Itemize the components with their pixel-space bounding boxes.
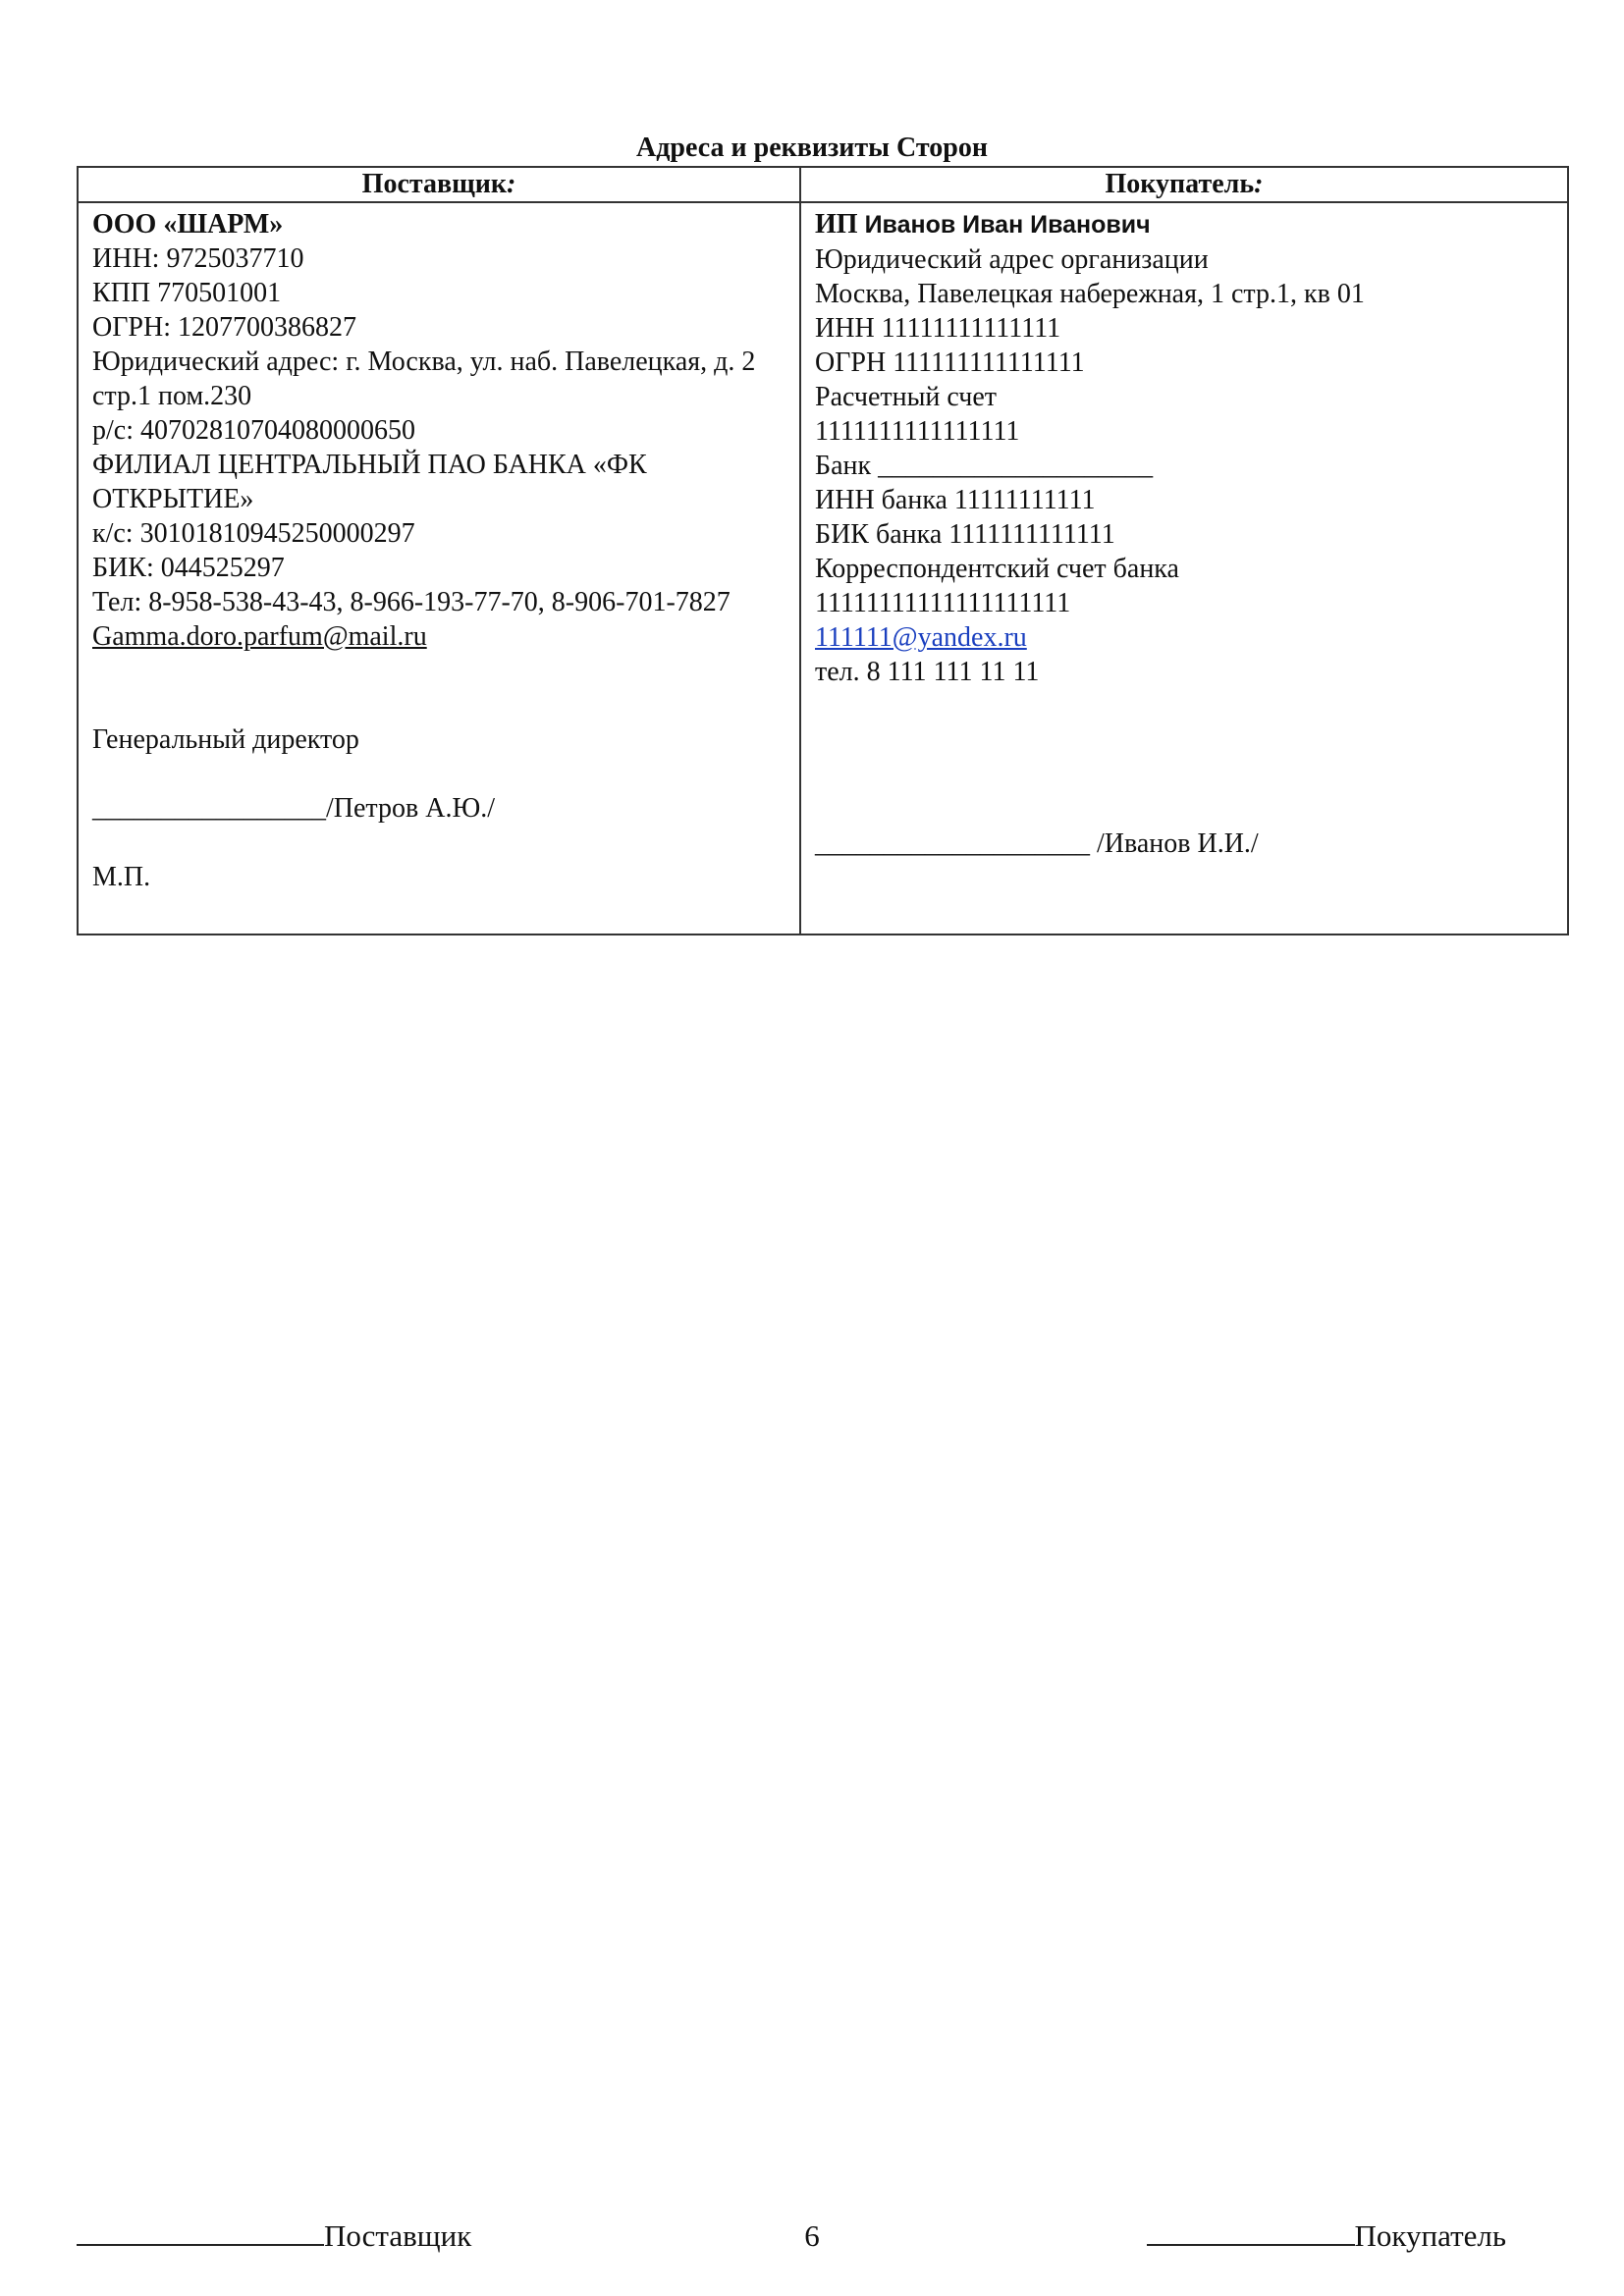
supplier-address: Юридический адрес: г. Москва, ул. наб. Павелецкая, д. 2 стр.1 пом.230	[92, 347, 756, 411]
supplier-header	[78, 167, 800, 202]
supplier-bik: БИК: 044525297	[92, 553, 285, 583]
buyer-header-colon: :	[1254, 169, 1264, 199]
buyer-ogrn: ОГРН 111111111111111	[815, 347, 1085, 378]
supplier-ogrn: ОГРН: 1207700386827	[92, 312, 356, 343]
supplier-kpp: КПП 770501001	[92, 278, 282, 308]
supplier-position: Генеральный директор	[92, 724, 359, 755]
buyer-inn: ИНН 11111111111111	[815, 313, 1061, 344]
buyer-corr-account: 11111111111111111111	[815, 588, 1071, 618]
supplier-signature-line: _________________/Петров А.Ю./	[92, 793, 496, 824]
buyer-email-link[interactable]: 111111@yandex.ru	[815, 622, 1027, 653]
buyer-header	[800, 167, 1568, 202]
supplier-email-link[interactable]: Gamma.doro.parfum@mail.ru	[92, 621, 427, 652]
buyer-signature-line: ____________________ /Иванов И.И./	[815, 828, 1259, 859]
buyer-name	[815, 207, 1553, 242]
supplier-account: р/с: 40702810704080000650	[92, 415, 415, 446]
buyer-bank: Банк ____________________	[815, 451, 1154, 481]
buyer-header-label: Покупатель	[1105, 169, 1255, 199]
buyer-phone: тел. 8 111 111 11 11	[815, 657, 1040, 687]
supplier-bank: ФИЛИАЛ ЦЕНТРАЛЬНЫЙ ПАО БАНКА «ФК ОТКРЫТИЕ»	[92, 450, 647, 514]
table-body-row	[78, 202, 1568, 934]
buyer-corr-label: Корреспондентский счет банка	[815, 554, 1179, 584]
page-number: 6	[804, 2218, 820, 2253]
buyer-name-prefix: ИП	[815, 209, 858, 240]
supplier-cell	[78, 202, 800, 934]
supplier-header-colon: :	[507, 169, 516, 199]
buyer-bank-bik: БИК банка 1111111111111	[815, 519, 1115, 550]
section-title: Адреса и реквизиты Сторон	[636, 133, 988, 163]
buyer-bank-inn: ИНН банка 11111111111	[815, 485, 1096, 515]
buyer-name-text: Иванов Иван Иванович	[864, 211, 1151, 239]
supplier-header-label: Поставщик	[361, 169, 507, 199]
spacer	[92, 654, 785, 722]
requisites-table	[77, 166, 1569, 935]
buyer-cell	[800, 202, 1568, 934]
supplier-inn: ИНН: 9725037710	[92, 243, 304, 274]
footer-buyer-blank	[1147, 2216, 1355, 2246]
buyer-account: 1111111111111111	[815, 416, 1020, 447]
footer-buyer-sign	[1147, 2216, 1506, 2256]
table-header-row	[78, 167, 1568, 202]
buyer-address: Москва, Павелецкая набережная, 1 стр.1, кв 01	[815, 279, 1365, 309]
supplier-phones: Тел: 8-958-538-43-43, 8-966-193-77-70, 8-906-701-7827	[92, 587, 731, 617]
footer-supplier-label: Поставщик	[324, 2218, 472, 2253]
page-footer	[0, 2216, 1624, 2256]
spacer	[92, 757, 785, 791]
spacer	[92, 826, 785, 860]
buyer-account-label: Расчетный счет	[815, 382, 998, 412]
buyer-address-label: Юридический адрес организации	[815, 244, 1209, 275]
spacer	[815, 689, 1553, 827]
footer-buyer-label: Покупатель	[1354, 2218, 1506, 2253]
supplier-corr-account: к/с: 30101810945250000297	[92, 518, 415, 549]
supplier-stamp: М.П.	[92, 862, 151, 892]
supplier-name: ООО «ШАРМ»	[92, 209, 284, 240]
